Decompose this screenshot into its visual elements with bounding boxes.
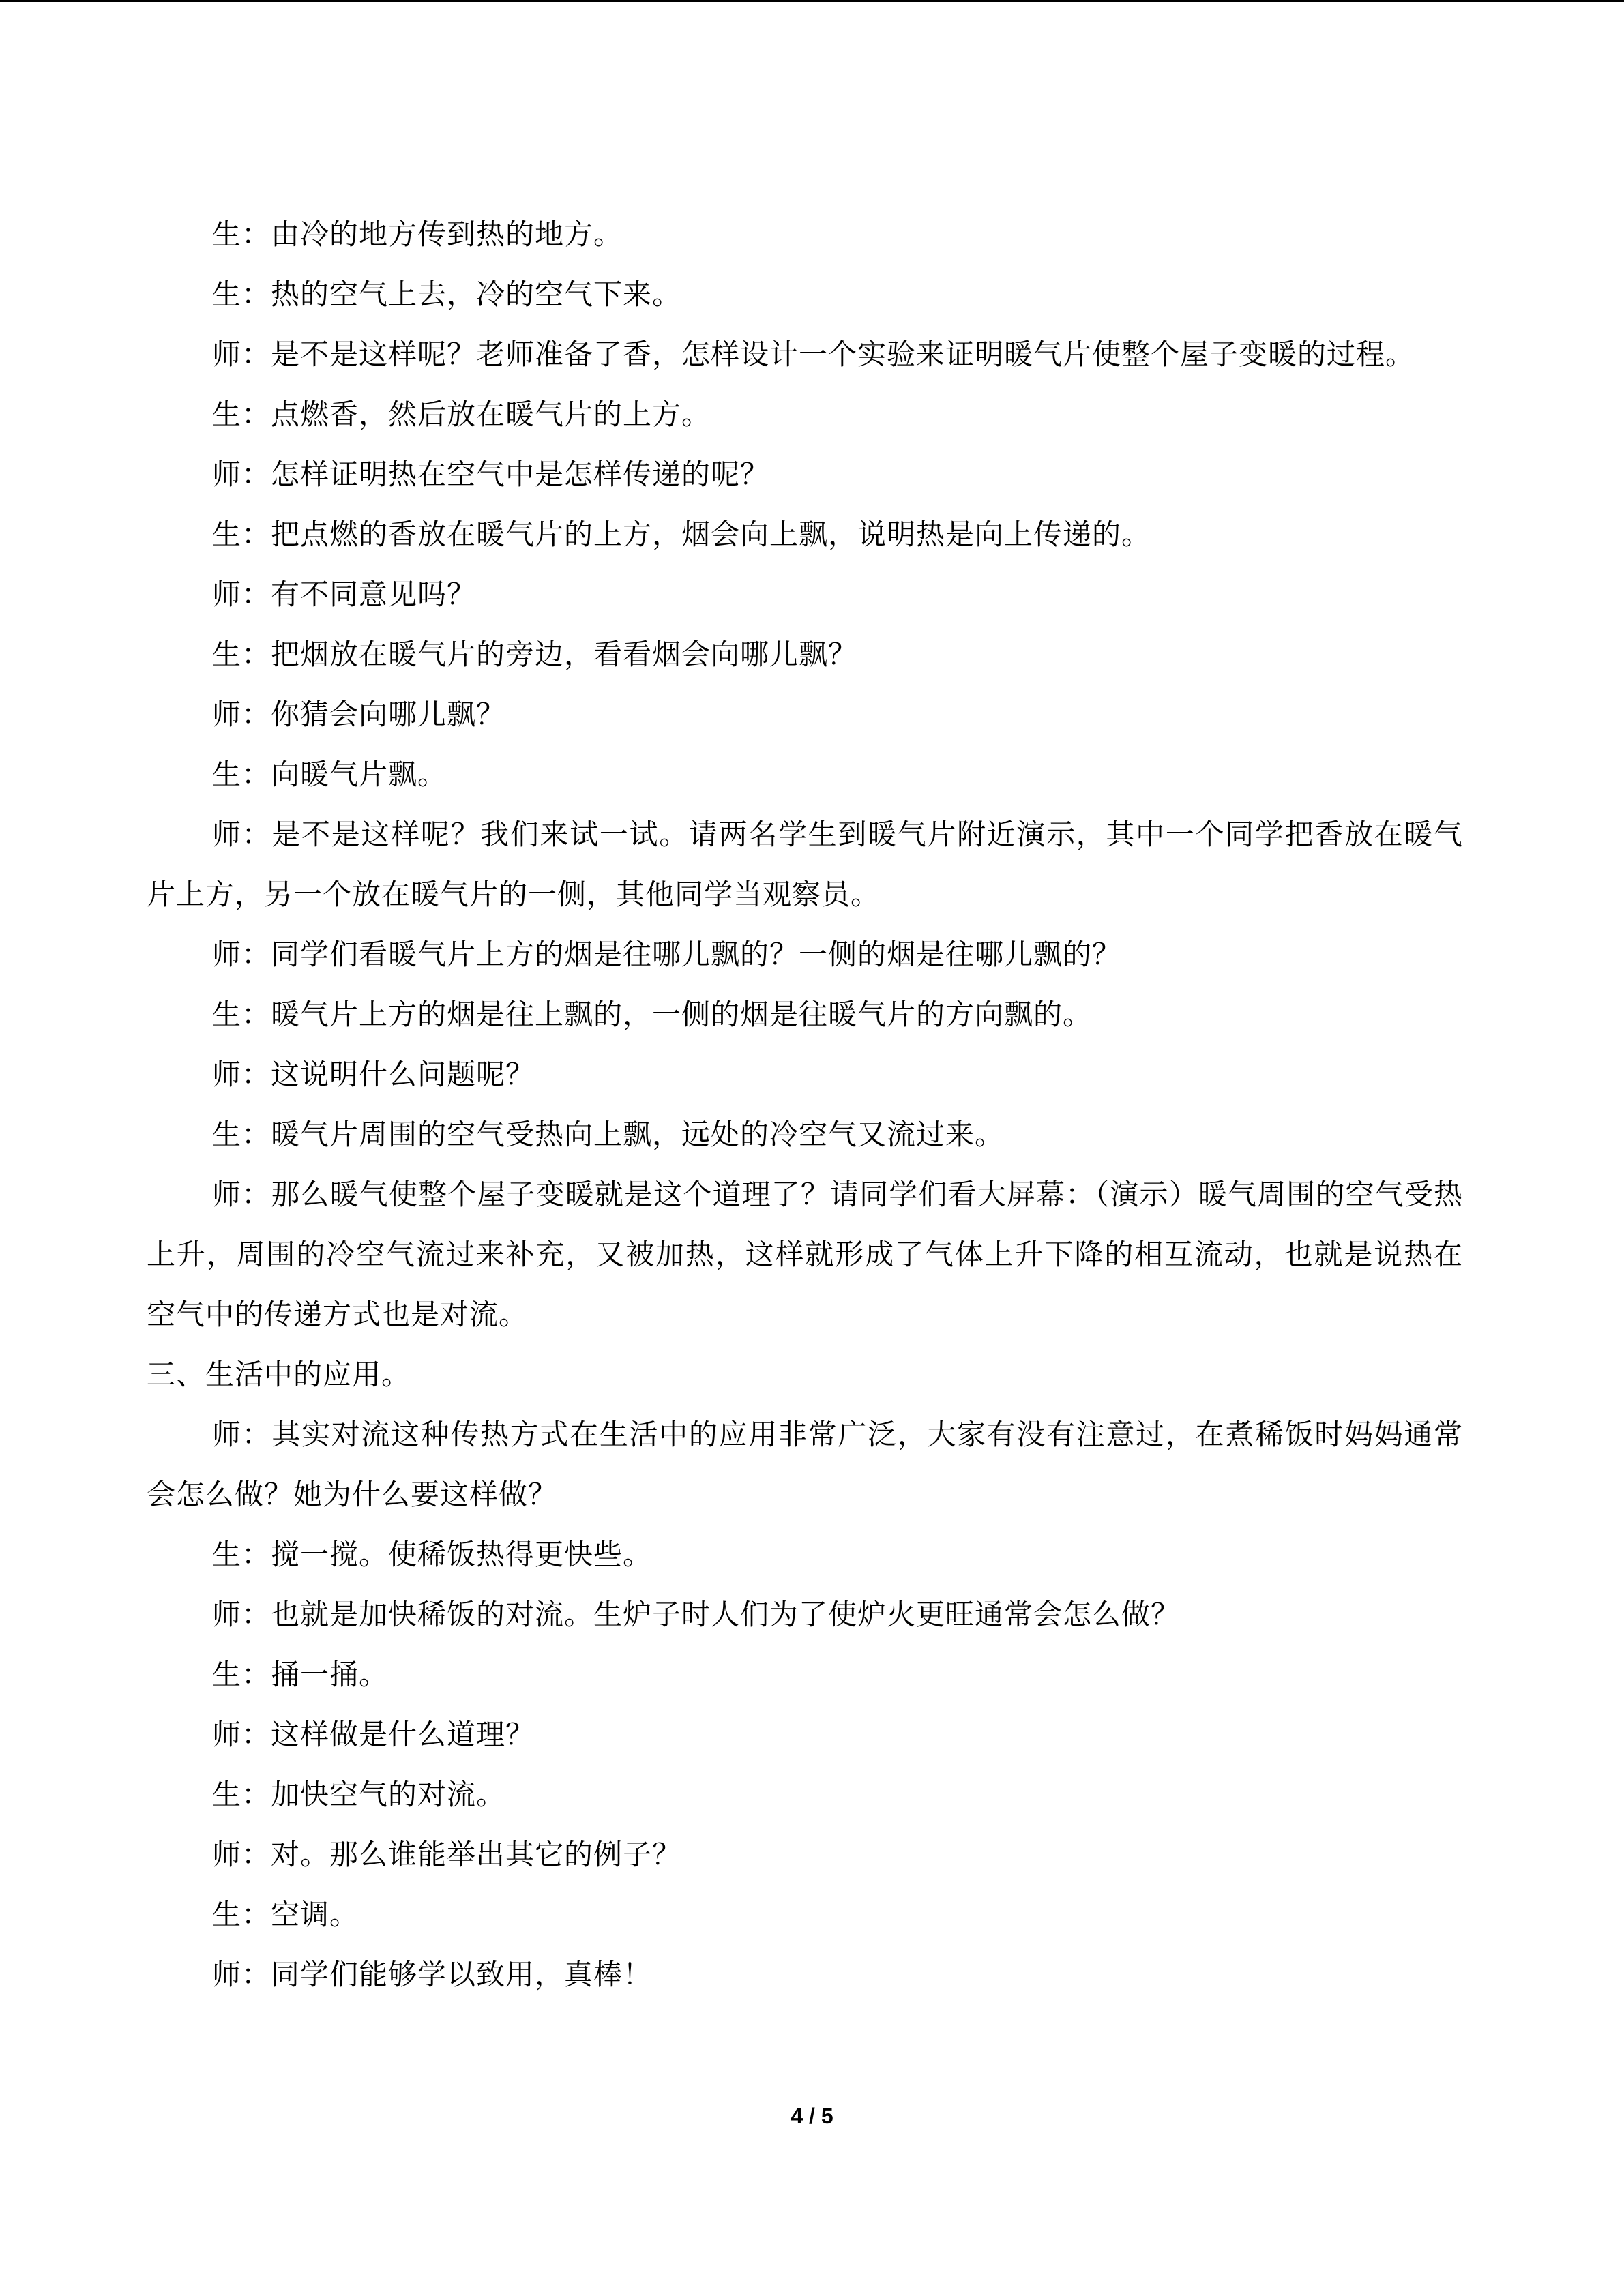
dialogue-line: 生：把烟放在暖气片的旁边，看看烟会向哪儿飘？ [212,638,858,671]
dialogue-line: 生：加快空气的对流。 [212,1778,506,1811]
dialogue-line: 师：怎样证明热在空气中是怎样传递的呢？ [212,458,770,491]
dialogue-line: 生：暖气片周围的空气受热向上飘，远处的冷空气又流过来。 [212,1118,1005,1151]
dialogue-line: 生：向暖气片飘。 [212,758,447,791]
dialogue-line: 生：搅一搅。使稀饭热得更快些。 [212,1538,653,1571]
dialogue-line: 生：捅一捅。 [212,1658,389,1691]
dialogue-line: 师：同学们能够学以致用，真棒！ [212,1958,653,1991]
dialogue-line: 师：这说明什么问题呢？ [212,1058,535,1091]
dialogue-line: 师：是不是这样呢？老师准备了香，怎样设计一个实验来证明暖气片使整个屋子变暖的过程。 [212,338,1415,371]
dialogue-line: 师：同学们看暖气片上方的烟是往哪儿飘的？一侧的烟是往哪儿飘的？ [212,938,1122,971]
dialogue-line: 生：点燃香，然后放在暖气片的上方。 [212,398,711,431]
dialogue-line: 生：由冷的地方传到热的地方。 [212,218,623,251]
page-top-border [0,0,1624,2]
dialogue-line: 师：其实对流这种传热方式在生活中的应用非常广泛，大家有没有注意过，在煮稀饭时妈妈通常会怎么做？她为什么要这样做？ [147,1418,1463,1511]
dialogue-line: 生：把点燃的香放在暖气片的上方，烟会向上飘，说明热是向上传递的。 [212,518,1151,551]
dialogue-line: 师：有不同意见吗？ [212,578,477,611]
dialogue-line: 师：你猜会向哪儿飘？ [212,698,506,731]
dialogue-line: 师：对。那么谁能举出其它的例子？ [212,1838,682,1871]
dialogue-line: 师：这样做是什么道理？ [212,1718,535,1751]
dialogue-line: 生：热的空气上去，冷的空气下来。 [212,278,682,311]
section-heading: 三、生活中的应用。 [147,1358,411,1391]
dialogue-line: 师：也就是加快稀饭的对流。生炉子时人们为了使炉火更旺通常会怎么做？ [212,1598,1181,1631]
dialogue-line: 生：暖气片上方的烟是往上飘的，一侧的烟是往暖气片的方向飘的。 [212,998,1093,1031]
dialogue-line: 师：是不是这样呢？我们来试一试。请两名学生到暖气片附近演示，其中一个同学把香放在暖气片上方，另一个放在暖气片的一侧，其他同学当观察员。 [147,818,1463,911]
page-number: 4 / 5 [791,2104,833,2128]
dialogue-line: 生：空调。 [212,1898,359,1931]
dialogue-line: 师：那么暖气使整个屋子变暖就是这个道理了？请同学们看大屏幕：（演示）暖气周围的空气受热上升，周围的冷空气流过来补充，又被加热，这样就形成了气体上升下降的相互流动，也就是说热在空气中的传递方式也是对流。 [147,1178,1463,1331]
document-body [147,205,1463,2005]
